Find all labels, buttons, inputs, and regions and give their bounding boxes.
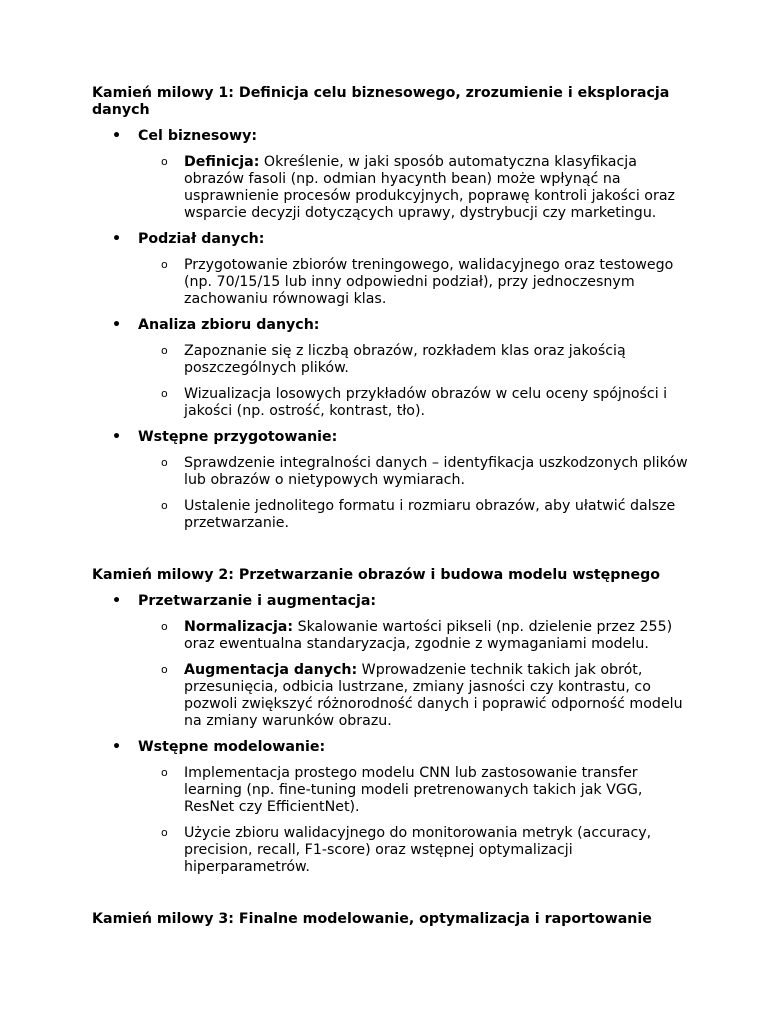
list-item (92, 231, 692, 308)
sub-list (138, 343, 692, 420)
sub-item-text: Wprowadzenie technik takich jak obrót, przesunięcia, odbicia lustrzane, zmiany jasności czy kontrastu, co pozwoli zwiększyć różnorodność danych i poprawić odporność modelu na zmiany warunków obrazu. (184, 662, 683, 729)
sub-item-text: Implementacja prostego modelu CNN lub zastosowanie transfer learning (np. fine-tuning modeli pretrenowanych takich jak VGG, ResNet czy EfficientNet). (184, 765, 643, 815)
circle-bullet-icon: o (161, 387, 168, 400)
list-item (92, 429, 692, 532)
list-item (92, 739, 692, 876)
sub-list-item (138, 343, 692, 377)
sub-item-label: Augmentacja danych: (184, 662, 358, 678)
sub-list (138, 154, 692, 222)
section-spacer (92, 876, 692, 911)
list-item-title: Cel biznesowy: (138, 128, 258, 144)
list-item-title: Wstępne modelowanie: (138, 739, 326, 755)
list-item-title: Wstępne przygotowanie: (138, 429, 338, 445)
sub-item-text: Przygotowanie zbiorów treningowego, walidacyjnego oraz testowego (np. 70/15/15 lub inny odpowiedni podział), przy jednoczesnym zachowaniu równowagi klas. (184, 257, 674, 307)
milestone-3-heading: Kamień milowy 3: Finalne modelowanie, optymalizacja i raportowanie (92, 911, 652, 927)
sub-list-item (138, 619, 692, 653)
circle-bullet-icon: o (161, 826, 168, 839)
bullet-icon: • (112, 317, 122, 333)
circle-bullet-icon: o (161, 456, 168, 469)
milestone-1-list (92, 128, 692, 532)
sub-list (138, 257, 692, 308)
sub-list (138, 619, 692, 730)
sub-list-item (138, 455, 692, 489)
list-item-title: Podział danych: (138, 231, 265, 247)
section-spacer (92, 532, 692, 567)
list-item (92, 128, 692, 222)
bullet-icon: • (112, 128, 122, 144)
sub-list-item (138, 154, 692, 222)
bullet-icon: • (112, 429, 122, 445)
bullet-icon: • (112, 231, 122, 247)
sub-item-text: Ustalenie jednolitego formatu i rozmiaru obrazów, aby ułatwić dalsze przetwarzanie. (184, 498, 676, 531)
list-item (92, 593, 692, 730)
sub-item-text: Skalowanie wartości pikseli (np. dzielenie przez 255) oraz ewentualna standaryzacja, zgodnie z wymaganiami modelu. (184, 619, 673, 652)
sub-list-item (138, 765, 692, 816)
sub-list-item (138, 386, 692, 420)
document-page (92, 85, 692, 928)
sub-item-text: Użycie zbioru walidacyjnego do monitorowania metryk (accuracy, precision, recall, F1-score) oraz wstępnej optymalizacji hiperparametrów. (184, 825, 652, 875)
milestone-2-list (92, 593, 692, 876)
sub-list-item (138, 662, 692, 730)
circle-bullet-icon: o (161, 663, 168, 676)
sub-item-text: Określenie, w jaki sposób automatyczna klasyfikacja obrazów fasoli (np. odmian hyacynth bean) może wpłynąć na usprawnienie procesów produkcyjnych, poprawę kontroli jakości oraz wsparcie decyzji dotyczących uprawy, dystrybucji czy marketingu. (184, 154, 675, 221)
list-item-title: Przetwarzanie i augmentacja: (138, 593, 377, 609)
circle-bullet-icon: o (161, 344, 168, 357)
circle-bullet-icon: o (161, 258, 168, 271)
milestone-2-heading: Kamień milowy 2: Przetwarzanie obrazów i budowa modelu wstępnego (92, 567, 661, 583)
list-item-title: Analiza zbioru danych: (138, 317, 320, 333)
sub-item-text: Wizualizacja losowych przykładów obrazów w celu oceny spójności i jakości (np. ostrość, kontrast, tło). (184, 386, 668, 419)
sub-list-item (138, 257, 692, 308)
milestone-1-heading: Kamień milowy 1: Definicja celu biznesowego, zrozumienie i eksploracja danych (92, 85, 670, 118)
sub-item-label: Normalizacja: (184, 619, 294, 635)
sub-item-text: Sprawdzenie integralności danych – identyfikacja uszkodzonych plików lub obrazów o nietypowych wymiarach. (184, 455, 688, 488)
circle-bullet-icon: o (161, 620, 168, 633)
sub-item-text: Zapoznanie się z liczbą obrazów, rozkładem klas oraz jakością poszczególnych plików. (184, 343, 626, 376)
circle-bullet-icon: o (161, 155, 168, 168)
bullet-icon: • (112, 739, 122, 755)
bullet-icon: • (112, 593, 122, 609)
sub-item-label: Definicja: (184, 154, 260, 170)
sub-list-item (138, 498, 692, 532)
sub-list-item (138, 825, 692, 876)
sub-list (138, 765, 692, 876)
sub-list (138, 455, 692, 532)
circle-bullet-icon: o (161, 766, 168, 779)
circle-bullet-icon: o (161, 499, 168, 512)
list-item (92, 317, 692, 420)
